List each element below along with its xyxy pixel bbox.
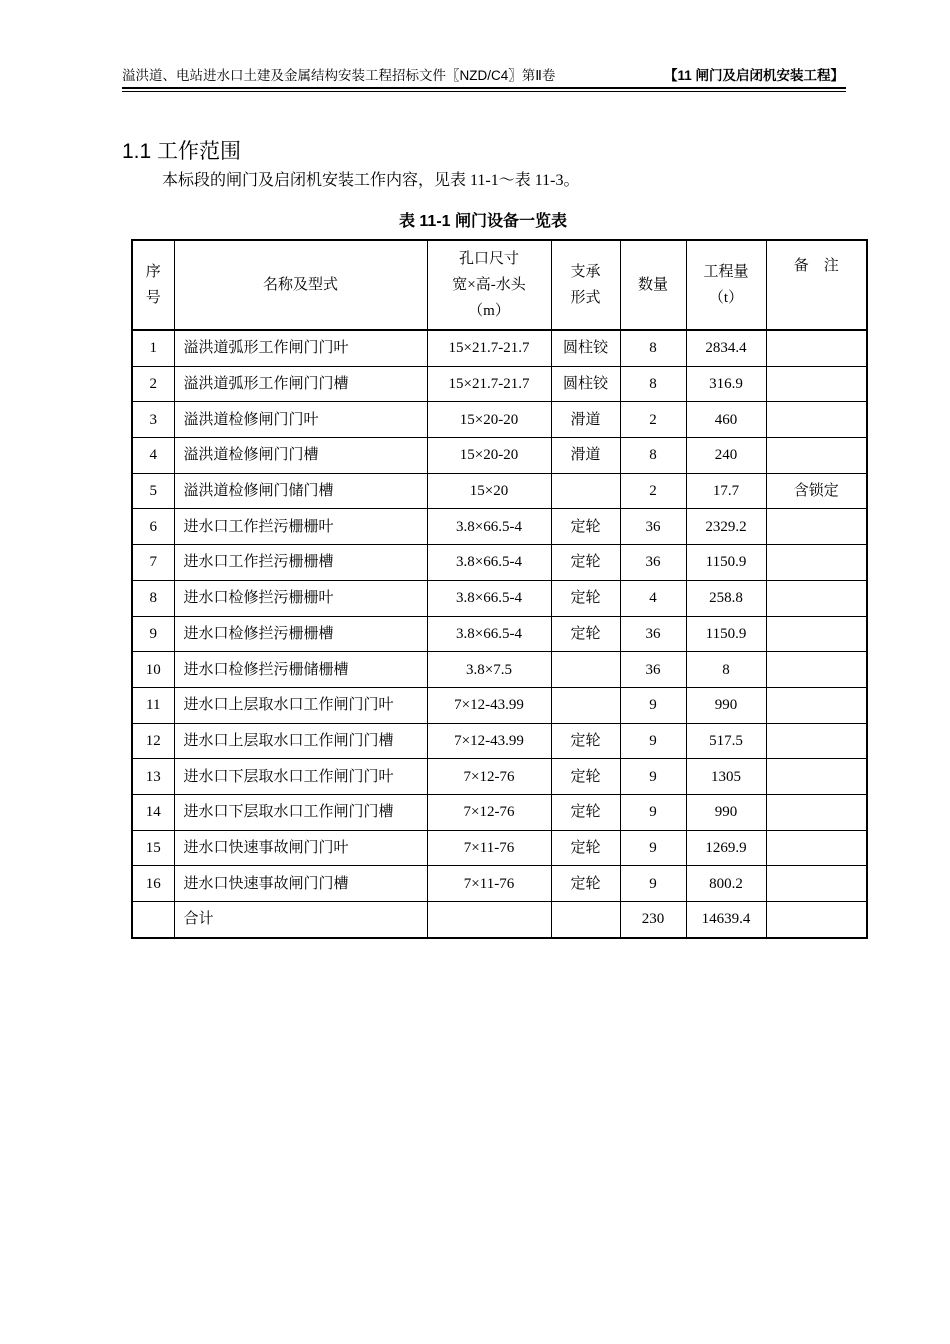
cell-name: 进水口检修拦污栅栅槽 <box>174 616 427 652</box>
cell-amount: 1150.9 <box>686 616 766 652</box>
cell-note <box>766 366 867 402</box>
cell-qty: 9 <box>620 759 686 795</box>
cell-size: 3.8×66.5-4 <box>427 580 551 616</box>
cell-no: 8 <box>132 580 174 616</box>
cell-size: 7×11-76 <box>427 866 551 902</box>
cell-no: 16 <box>132 866 174 902</box>
header-size-line1: 孔口尺寸 <box>458 251 519 267</box>
cell-note <box>766 616 867 652</box>
cell-support <box>551 687 620 723</box>
intro-paragraph: 本标段的闸门及启闭机安装工作内容，见表 11-1～表 11-3。 <box>162 172 580 189</box>
cell-qty: 9 <box>620 830 686 866</box>
cell-amount: 8 <box>686 652 766 688</box>
cell-name: 进水口工作拦污栅栅叶 <box>174 509 427 545</box>
cell-no: 11 <box>132 687 174 723</box>
cell-no: 9 <box>132 616 174 652</box>
cell-note <box>766 330 867 366</box>
table-row <box>132 616 867 652</box>
cell-amount: 258.8 <box>686 580 766 616</box>
cell-size: 7×12-76 <box>427 794 551 830</box>
header-size-line2: 宽×高-水头 <box>452 277 526 293</box>
cell-amount: 17.7 <box>686 473 766 509</box>
table-row <box>132 438 867 474</box>
cell-support: 定轮 <box>551 545 620 581</box>
cell-no: 5 <box>132 473 174 509</box>
cell-size: 3.8×7.5 <box>427 652 551 688</box>
cell-no: 4 <box>132 438 174 474</box>
cell-amount: 1150.9 <box>686 545 766 581</box>
cell-note <box>766 509 867 545</box>
table-row <box>132 866 867 902</box>
cell-amount: 14639.4 <box>686 902 766 938</box>
header-rule-thin <box>122 91 846 92</box>
table-row <box>132 509 867 545</box>
header-amount-line2: （t） <box>708 290 744 306</box>
cell-support <box>551 473 620 509</box>
table-row <box>132 759 867 795</box>
cell-no: 12 <box>132 723 174 759</box>
cell-name: 进水口快速事故闸门门槽 <box>174 866 427 902</box>
cell-name: 进水口检修拦污栅储栅槽 <box>174 652 427 688</box>
cell-support: 定轮 <box>551 759 620 795</box>
cell-support: 定轮 <box>551 830 620 866</box>
cell-qty: 2 <box>620 402 686 438</box>
table-row <box>132 830 867 866</box>
cell-no: 10 <box>132 652 174 688</box>
header-seq-line1: 序 <box>145 264 161 280</box>
header-support-line2: 形式 <box>570 290 601 306</box>
cell-note <box>766 902 867 938</box>
cell-name: 进水口工作拦污栅栅槽 <box>174 545 427 581</box>
cell-qty: 2 <box>620 473 686 509</box>
cell-name: 进水口上层取水口工作闸门门槽 <box>174 723 427 759</box>
cell-note <box>766 580 867 616</box>
table-body <box>132 330 867 938</box>
cell-name: 进水口下层取水口工作闸门门槽 <box>174 794 427 830</box>
header-document-title: 溢洪道、电站进水口土建及金属结构安装工程招标文件〖NZD/C4〗第Ⅱ卷 <box>122 68 556 83</box>
header-size <box>427 240 551 330</box>
cell-qty: 230 <box>620 902 686 938</box>
cell-support <box>551 902 620 938</box>
cell-support: 滑道 <box>551 402 620 438</box>
header-seq <box>132 240 174 330</box>
cell-name: 溢洪道弧形工作闸门门叶 <box>174 330 427 366</box>
cell-note <box>766 759 867 795</box>
cell-note: 含锁定 <box>766 473 867 509</box>
cell-qty: 4 <box>620 580 686 616</box>
cell-amount: 1305 <box>686 759 766 795</box>
cell-no: 6 <box>132 509 174 545</box>
cell-support: 圆柱铰 <box>551 330 620 366</box>
cell-name: 进水口快速事故闸门门叶 <box>174 830 427 866</box>
table-caption: 表 11-1 闸门设备一览表 <box>398 213 568 230</box>
cell-support: 定轮 <box>551 616 620 652</box>
cell-amount: 2329.2 <box>686 509 766 545</box>
cell-name: 进水口上层取水口工作闸门门叶 <box>174 687 427 723</box>
section-heading: 1.1 工作范围 <box>122 140 242 163</box>
table-row <box>132 794 867 830</box>
cell-name: 进水口下层取水口工作闸门门叶 <box>174 759 427 795</box>
cell-name: 溢洪道检修闸门门槽 <box>174 438 427 474</box>
cell-support <box>551 652 620 688</box>
cell-no: 3 <box>132 402 174 438</box>
cell-note <box>766 652 867 688</box>
header-support <box>551 240 620 330</box>
header-support-line1: 支承 <box>570 264 601 280</box>
cell-note <box>766 866 867 902</box>
cell-amount: 990 <box>686 687 766 723</box>
table-row <box>132 902 867 938</box>
cell-size: 7×12-43.99 <box>427 687 551 723</box>
header-size-line3: （m） <box>468 303 510 319</box>
cell-qty: 9 <box>620 723 686 759</box>
cell-size: 7×12-43.99 <box>427 723 551 759</box>
cell-amount: 1269.9 <box>686 830 766 866</box>
cell-qty: 36 <box>620 545 686 581</box>
cell-qty: 36 <box>620 616 686 652</box>
table-row <box>132 580 867 616</box>
cell-amount: 800.2 <box>686 866 766 902</box>
cell-amount: 316.9 <box>686 366 766 402</box>
cell-size: 15×20-20 <box>427 402 551 438</box>
table-row <box>132 545 867 581</box>
cell-support: 定轮 <box>551 794 620 830</box>
header-amount-line1: 工程量 <box>703 264 749 280</box>
table-row <box>132 723 867 759</box>
cell-note <box>766 794 867 830</box>
cell-qty: 36 <box>620 652 686 688</box>
table-row <box>132 366 867 402</box>
cell-note <box>766 545 867 581</box>
cell-amount: 460 <box>686 402 766 438</box>
cell-qty: 8 <box>620 438 686 474</box>
cell-support: 定轮 <box>551 723 620 759</box>
cell-no: 1 <box>132 330 174 366</box>
header-note: 备 注 <box>766 240 867 330</box>
header-qty: 数量 <box>620 240 686 330</box>
cell-support: 滑道 <box>551 438 620 474</box>
cell-size: 15×21.7-21.7 <box>427 330 551 366</box>
cell-name: 溢洪道检修闸门门叶 <box>174 402 427 438</box>
cell-size <box>427 902 551 938</box>
header-name: 名称及型式 <box>174 240 427 330</box>
cell-qty: 8 <box>620 330 686 366</box>
gate-equipment-table <box>131 239 868 939</box>
cell-amount: 240 <box>686 438 766 474</box>
table-row <box>132 652 867 688</box>
cell-support: 定轮 <box>551 866 620 902</box>
cell-amount: 2834.4 <box>686 330 766 366</box>
cell-size: 15×20-20 <box>427 438 551 474</box>
header-rule-thick <box>122 87 846 89</box>
cell-name: 溢洪道弧形工作闸门门槽 <box>174 366 427 402</box>
cell-size: 15×21.7-21.7 <box>427 366 551 402</box>
table-row <box>132 473 867 509</box>
cell-note <box>766 402 867 438</box>
cell-qty: 9 <box>620 794 686 830</box>
cell-qty: 9 <box>620 866 686 902</box>
cell-size: 3.8×66.5-4 <box>427 545 551 581</box>
header-chapter-title: 【11 闸门及启闭机安装工程】 <box>663 68 844 83</box>
page-header <box>122 66 846 88</box>
cell-amount: 990 <box>686 794 766 830</box>
cell-size: 3.8×66.5-4 <box>427 509 551 545</box>
cell-no: 15 <box>132 830 174 866</box>
table-header-row <box>132 240 867 330</box>
cell-size: 7×12-76 <box>427 759 551 795</box>
cell-name: 溢洪道检修闸门储门槽 <box>174 473 427 509</box>
table-row <box>132 330 867 366</box>
cell-amount: 517.5 <box>686 723 766 759</box>
cell-name: 进水口检修拦污栅栅叶 <box>174 580 427 616</box>
cell-qty: 9 <box>620 687 686 723</box>
header-amount <box>686 240 766 330</box>
cell-size: 7×11-76 <box>427 830 551 866</box>
header-seq-line2: 号 <box>145 290 161 306</box>
cell-note <box>766 438 867 474</box>
cell-support: 圆柱铰 <box>551 366 620 402</box>
cell-support: 定轮 <box>551 509 620 545</box>
cell-size: 3.8×66.5-4 <box>427 616 551 652</box>
cell-note <box>766 687 867 723</box>
cell-name: 合计 <box>174 902 427 938</box>
cell-no: 2 <box>132 366 174 402</box>
table-row <box>132 687 867 723</box>
cell-no: 13 <box>132 759 174 795</box>
cell-note <box>766 723 867 759</box>
cell-no: 7 <box>132 545 174 581</box>
cell-no <box>132 902 174 938</box>
cell-qty: 8 <box>620 366 686 402</box>
cell-note <box>766 830 867 866</box>
cell-qty: 36 <box>620 509 686 545</box>
cell-no: 14 <box>132 794 174 830</box>
cell-size: 15×20 <box>427 473 551 509</box>
cell-support: 定轮 <box>551 580 620 616</box>
table-row <box>132 402 867 438</box>
